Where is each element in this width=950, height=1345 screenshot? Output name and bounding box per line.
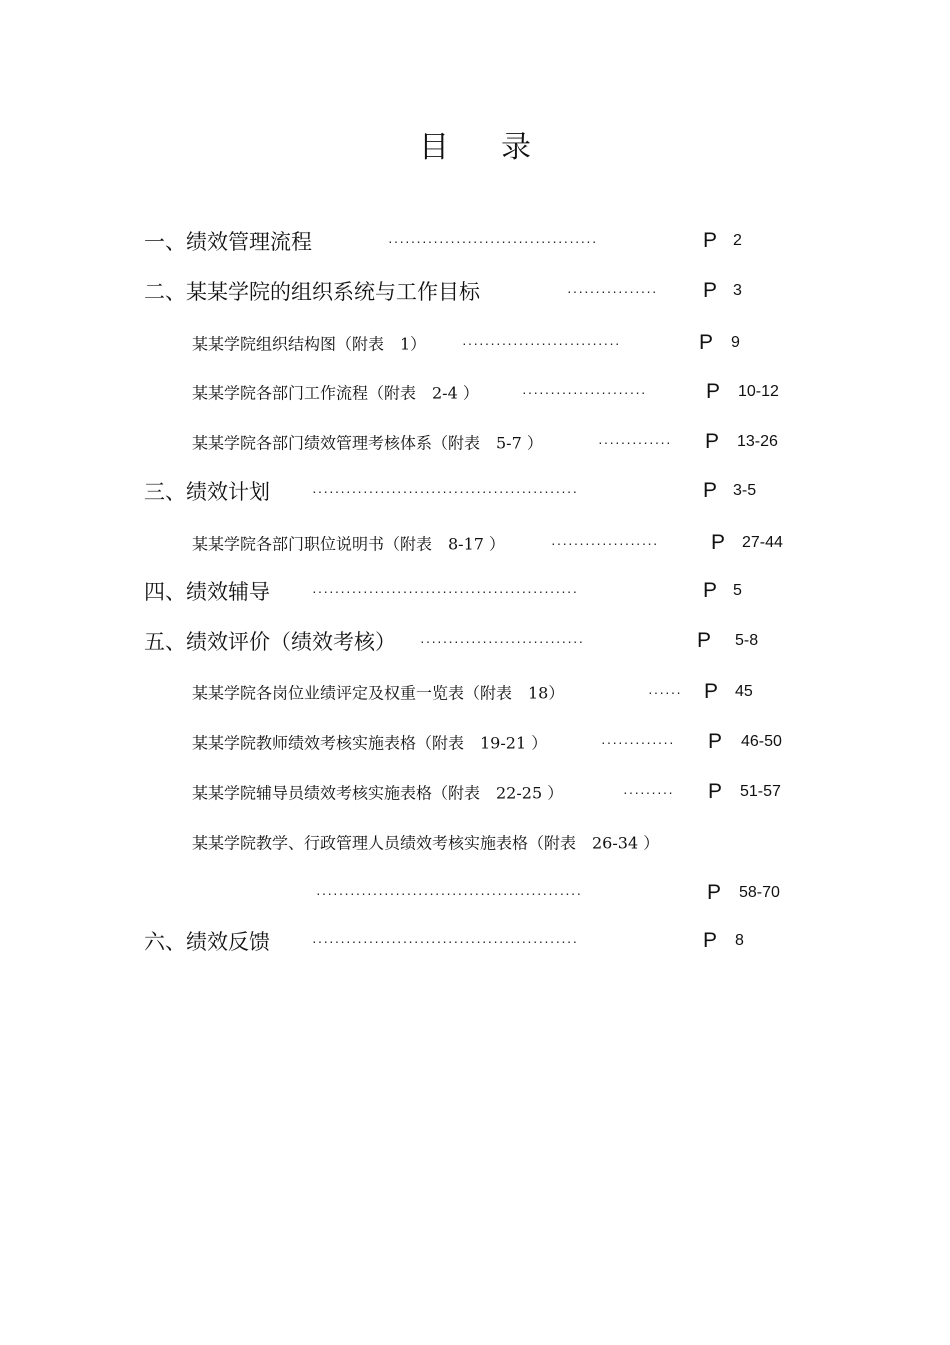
toc-entry-department-workflow[interactable] [0,377,950,407]
toc-leader-dots: ··············································· [316,885,583,901]
toc-page-prefix: P [704,680,719,703]
toc-page-prefix: P [707,881,722,904]
toc-entry-text: 某某学院教学、行政管理人员绩效考核实施表格（附表 26-34 ） [192,833,660,853]
toc-page-prefix: P [703,579,718,602]
toc-page-number: 9 [731,334,740,351]
toc-page-number: 5-8 [735,632,759,649]
toc-entry-text: 某某学院各部门职位说明书（附表 8-17 ） [192,534,506,554]
toc-entry-job-descriptions[interactable] [0,528,950,558]
toc-page-prefix: P [705,430,720,453]
toc-page-prefix: P [706,380,721,403]
toc-page-prefix: P [708,780,723,803]
toc-entry-text: 三、绩效计划 [144,480,270,504]
toc-leader-dots: ················ [567,283,658,299]
toc-page-prefix: P [711,531,726,554]
toc-page-number: 27-44 [742,534,783,551]
toc-entry-text: 四、绩效辅导 [144,580,270,604]
page-title [0,124,950,164]
toc-page-number: 10-12 [738,383,779,400]
toc-page-number: 5 [733,582,742,599]
toc-entry-counselor-assessment[interactable] [0,777,950,807]
toc-entry-staff-assessment[interactable] [0,827,950,857]
toc-entry-performance-management-process[interactable] [0,226,950,256]
toc-page-number: 58-70 [739,884,780,901]
toc-leader-dots: ··············································· [312,583,579,599]
toc-page-prefix: P [699,331,714,354]
title-char-2: 录 [501,130,531,165]
toc-leader-dots: ······ [648,684,682,700]
toc-leader-dots: ···························· [462,335,621,351]
toc-page-prefix: P [703,929,718,952]
toc-page-number: 45 [735,683,753,700]
toc-leader-dots: ············· [598,434,672,450]
toc-page-number: 3 [733,282,742,299]
toc-page-number: 8 [735,932,744,949]
toc-page-number: 51-57 [740,783,781,800]
toc-entry-text: 某某学院各部门工作流程（附表 2-4 ） [192,383,479,403]
toc-leader-dots: ········· [623,784,674,800]
toc-entry-performance-plan[interactable] [0,476,950,506]
toc-entry-org-chart[interactable] [0,328,950,358]
toc-entry-text: 二、某某学院的组织系统与工作目标 [144,280,480,304]
toc-page-prefix: P [703,229,718,252]
toc-page-prefix: P [703,279,718,302]
toc-leader-dots: ············· [601,734,675,750]
toc-entry-teacher-assessment[interactable] [0,727,950,757]
toc-entry-performance-feedback[interactable] [0,926,950,956]
toc-leader-dots: ··············································· [312,933,579,949]
toc-entry-performance-coaching[interactable] [0,576,950,606]
toc-leader-dots: ····························· [420,633,585,649]
toc-entry-text: 某某学院辅导员绩效考核实施表格（附表 22-25 ） [192,783,564,803]
toc-page-number: 3-5 [733,482,757,499]
toc-page-prefix: P [708,730,723,753]
title-char-1: 目 [419,130,449,165]
toc-leader-dots: ······················ [522,384,647,400]
toc-entry-text: 某某学院组织结构图（附表 1） [192,334,427,354]
toc-entry-staff-assessment-continued[interactable] [0,878,950,908]
toc-leader-dots: ····································· [388,233,598,249]
toc-entry-assessment-system[interactable] [0,427,950,457]
toc-page-prefix: P [697,629,712,652]
toc-page-number: 13-26 [737,433,778,450]
toc-entry-text: 一、绩效管理流程 [144,230,312,254]
toc-entry-position-weights[interactable] [0,677,950,707]
toc-page-number: 2 [733,232,742,249]
toc-page-prefix: P [703,479,718,502]
toc-leader-dots: ··············································· [312,483,579,499]
toc-entry-text: 五、绩效评价（绩效考核） [144,630,396,654]
toc-entry-text: 某某学院各部门绩效管理考核体系（附表 5-7 ） [192,433,543,453]
toc-leader-dots: ··················· [551,535,659,551]
toc-entry-performance-evaluation[interactable] [0,626,950,656]
toc-page-number: 46-50 [741,733,782,750]
toc-entry-organization-system[interactable] [0,276,950,306]
toc-entry-text: 某某学院各岗位业绩评定及权重一览表（附表 18） [192,683,565,703]
toc-entry-text: 某某学院教师绩效考核实施表格（附表 19-21 ） [192,733,548,753]
toc-entry-text: 六、绩效反馈 [144,930,270,954]
